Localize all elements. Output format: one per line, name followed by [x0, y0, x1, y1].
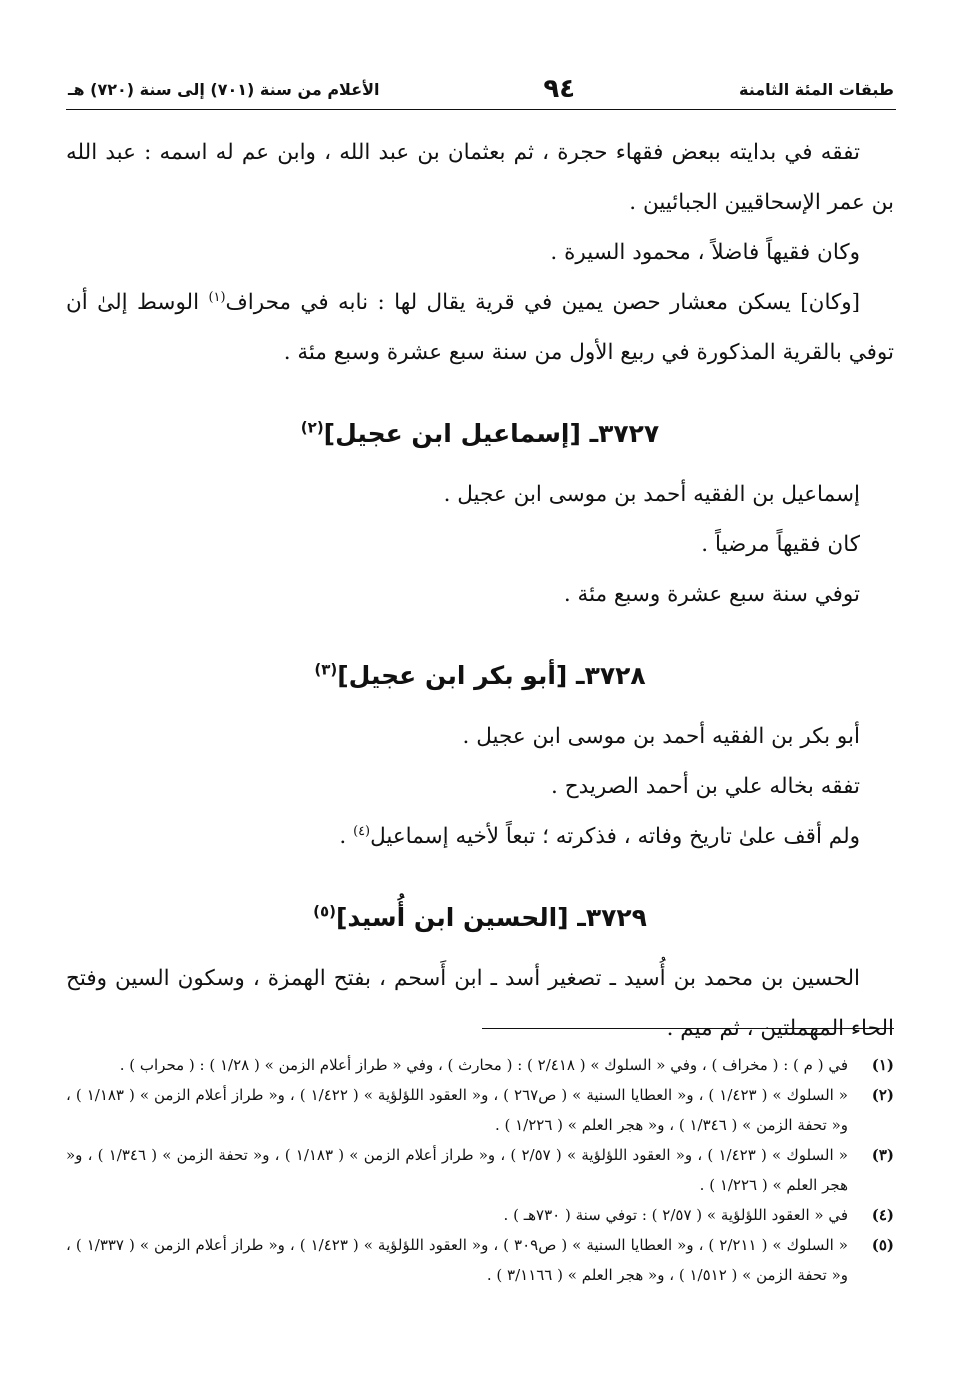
intro-paragraph-3 — [66, 278, 894, 378]
intro-paragraph-1: تفقه في بدايته ببعض فقهاء حجرة ، ثم بعثمان بن عبد الله ، وابن عم له اسمه : عبد الله بن عمر الإسحاقيين الجبائيين . — [66, 140, 894, 215]
footnote-ref-1[interactable]: (١) — [208, 289, 226, 305]
intro-paragraph-3-part-a: [وكان] يسكن معشار حصن يمين في قرية يقال لها : نابه في محراف — [225, 290, 861, 315]
footnote-number: (٣) — [871, 1146, 894, 1164]
intro-paragraph-2: وكان فقيهاً فاضلاً ، محمود السيرة . — [550, 240, 860, 265]
entry-3728-line-2: تفقه بخاله علي بن أحمد الصريدح . — [551, 774, 860, 799]
entry-3728-line-1: أبو بكر بن الفقيه أحمد بن موسى ابن عجيل . — [462, 724, 860, 749]
footnote-number: (١) — [871, 1056, 894, 1074]
entry-3727-line-1: إسماعيل بن الفقيه أحمد بن موسى ابن عجيل . — [443, 482, 860, 507]
entry-3727-line-2: كان فقيهاً مرضياً . — [701, 532, 860, 557]
footnote-ref-5[interactable]: (٥) — [313, 902, 336, 921]
entry-heading-3729 — [66, 888, 894, 948]
entry-heading-3727-text: ٣٧٢٧ـ [إسماعيل ابن عجيل] — [323, 419, 660, 448]
entry-heading-3729-text: ٣٧٢٩ـ [الحسين ابن أُسيد] — [335, 903, 647, 932]
entry-3729-paragraph: الحسين بن محمد بن أُسيد ـ تصغير أسد ـ ابن أَسحم ، بفتح الهمزة ، وسكون السين وفتح الحاء المهملتين ، ثم ميم . — [66, 966, 894, 1041]
footnote-number: (٥) — [871, 1236, 894, 1254]
header-section-title: طبقات المئة الثامنة — [739, 79, 894, 99]
footnote-ref-3[interactable]: (٣) — [314, 660, 338, 679]
footnote-ref-2[interactable]: (٢) — [300, 418, 324, 437]
entry-3728-line-3 — [66, 812, 894, 862]
entry-3728-line-3-part-a: ولم أقف علىٰ تاريخ وفاته ، فذكرته ؛ تبعاً لأخيه إسماعيل — [370, 824, 860, 849]
entry-3727-line-3: توفي سنة سبع عشرة وسبع مئة . — [563, 582, 860, 607]
footnote-rule — [482, 1028, 894, 1029]
footnote-ref-4[interactable]: (٤) — [353, 823, 371, 839]
entry-heading-3728-text: ٣٧٢٨ـ [أبو بكر ابن عجيل] — [337, 661, 646, 690]
footnotes — [66, 1050, 894, 1290]
entry-heading-3728 — [66, 646, 894, 706]
intro-paragraph-3-part-b: الوسط إلىٰ أن توفي بالقرية المذكورة في ربيع الأول من سنة سبع عشرة وسبع مئة . — [66, 290, 894, 365]
footnote-4 — [66, 1200, 894, 1230]
footnote-number: (٤) — [871, 1206, 894, 1224]
footnote-text: في « العقود اللؤلؤية » ( ٢/٥٧ ) : توفي سنة ( ٧٣٠هـ ) . — [503, 1206, 848, 1224]
footnote-text: « السلوك » ( ١/٤٢٣ ) ، و« العقود اللؤلؤية » ( ٢/٥٧ ) ، و« طراز أعلام الزمن » ( ١/١٨٣ ) ، و« تحفة الزمن » ( ١/٣٤٦ ) ، و« هجر العلم » ( ١/٢٢٦ ) . — [66, 1146, 848, 1194]
footnote-1 — [66, 1050, 894, 1080]
footnote-text: « السلوك » ( ١/٤٢٣ ) ، و« العطايا السنية » ( ص٢٦٧ ) ، و« العقود اللؤلؤية » ( ١/٤٢٢ ) ، و« طراز أعلام الزمن » ( ١/١٨٣ ) ، و« تحفة الزمن » ( ١/٣٤٦ ) ، و« هجر العلم » ( ١/٢٢٦ ) . — [66, 1086, 848, 1134]
footnote-3 — [66, 1140, 894, 1200]
running-header — [68, 72, 894, 106]
entry-heading-3727 — [66, 404, 894, 464]
header-rule — [66, 109, 896, 110]
header-year-range: الأعلام من سنة (٧٠١) إلى سنة (٧٢٠) هـ — [68, 79, 380, 99]
main-text — [66, 128, 894, 1054]
footnote-2 — [66, 1080, 894, 1140]
footnote-number: (٢) — [871, 1086, 894, 1104]
footnote-5 — [66, 1230, 894, 1290]
page-number: ٩٤ — [543, 74, 576, 104]
footnote-text: « السلوك » ( ٢/٢١١ ) ، و« العطايا السنية » ( ص٣٠٩ ) ، و« العقود اللؤلؤية » ( ١/٤٢٣ ) ، و« طراز أعلام الزمن » ( ١/٣٣٧ ) ، و« تحفة الزمن » ( ١/٥١٢ ) ، و« هجر العلم » ( ٣/١١٦٦ ) . — [66, 1236, 848, 1284]
entry-3728-line-3-part-b: . — [339, 824, 354, 849]
footnote-text: في ( م ) : ( مخراف ) ، وفي « السلوك » ( ٢/٤١٨ ) : ( محارث ) ، وفي « طراز أعلام الزمن » ( ١/٢٨ ) : ( محراب ) . — [119, 1056, 848, 1074]
